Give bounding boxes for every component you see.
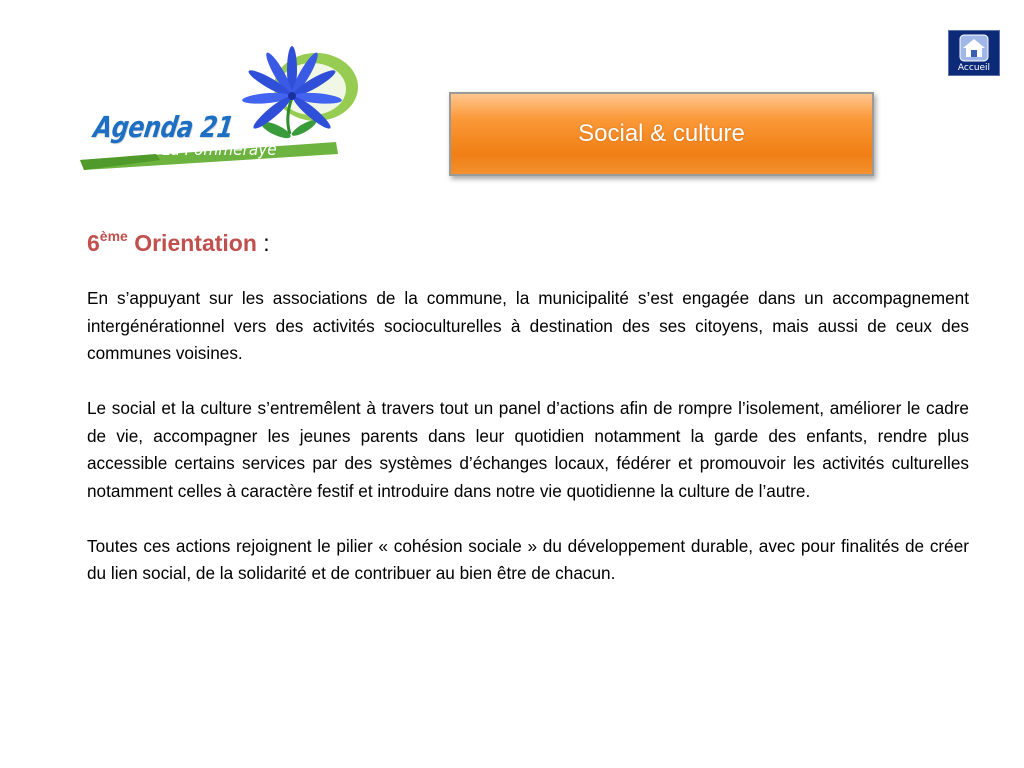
- paragraph-3: Toutes ces actions rejoignent le pilier « cohésion sociale » du développement durable, avec pour finalités de créer du lien social, de la solidarité et de contribuer au bien être de chacun.: [87, 535, 969, 583]
- orientation-heading: [87, 230, 270, 257]
- paragraph-1: En s’appuyant sur les associations de la commune, la municipalité s’est engagée dans un accompagnement intergénérationnel vers des activités socioculturelles à destination des ses citoyens, mais aussi de ceux des communes voisines.: [87, 288, 969, 363]
- body-text: [87, 285, 969, 615]
- logo-title: Agenda 21: [91, 110, 236, 144]
- orientation-superscript: ème: [99, 228, 128, 244]
- home-button[interactable]: [948, 30, 1000, 76]
- logo-subtitle: La Pommeraye: [162, 140, 277, 160]
- agenda21-logo: [76, 42, 366, 172]
- orientation-word: Orientation: [134, 230, 257, 256]
- orientation-colon: :: [256, 230, 270, 256]
- section-title: Social & culture: [578, 120, 745, 147]
- home-label: Accueil: [957, 63, 991, 73]
- home-icon: [959, 34, 989, 62]
- orientation-number: 6: [87, 230, 100, 256]
- paragraph-2: Le social et la culture s’entremêlent à travers tout un panel d’actions afin de rompre l’isolement, améliorer le cadre de vie, accompagner les jeunes parents dans leur quotidien notamment la garde des enfants, rendre plus accessible certains services par des systèmes d’échanges locaux, fédérer et promouvoir les activités culturelles notamment celles à caractère festif et introduire dans notre vie quotidienne la culture de l’autre.: [87, 398, 969, 501]
- section-title-box: [449, 92, 874, 176]
